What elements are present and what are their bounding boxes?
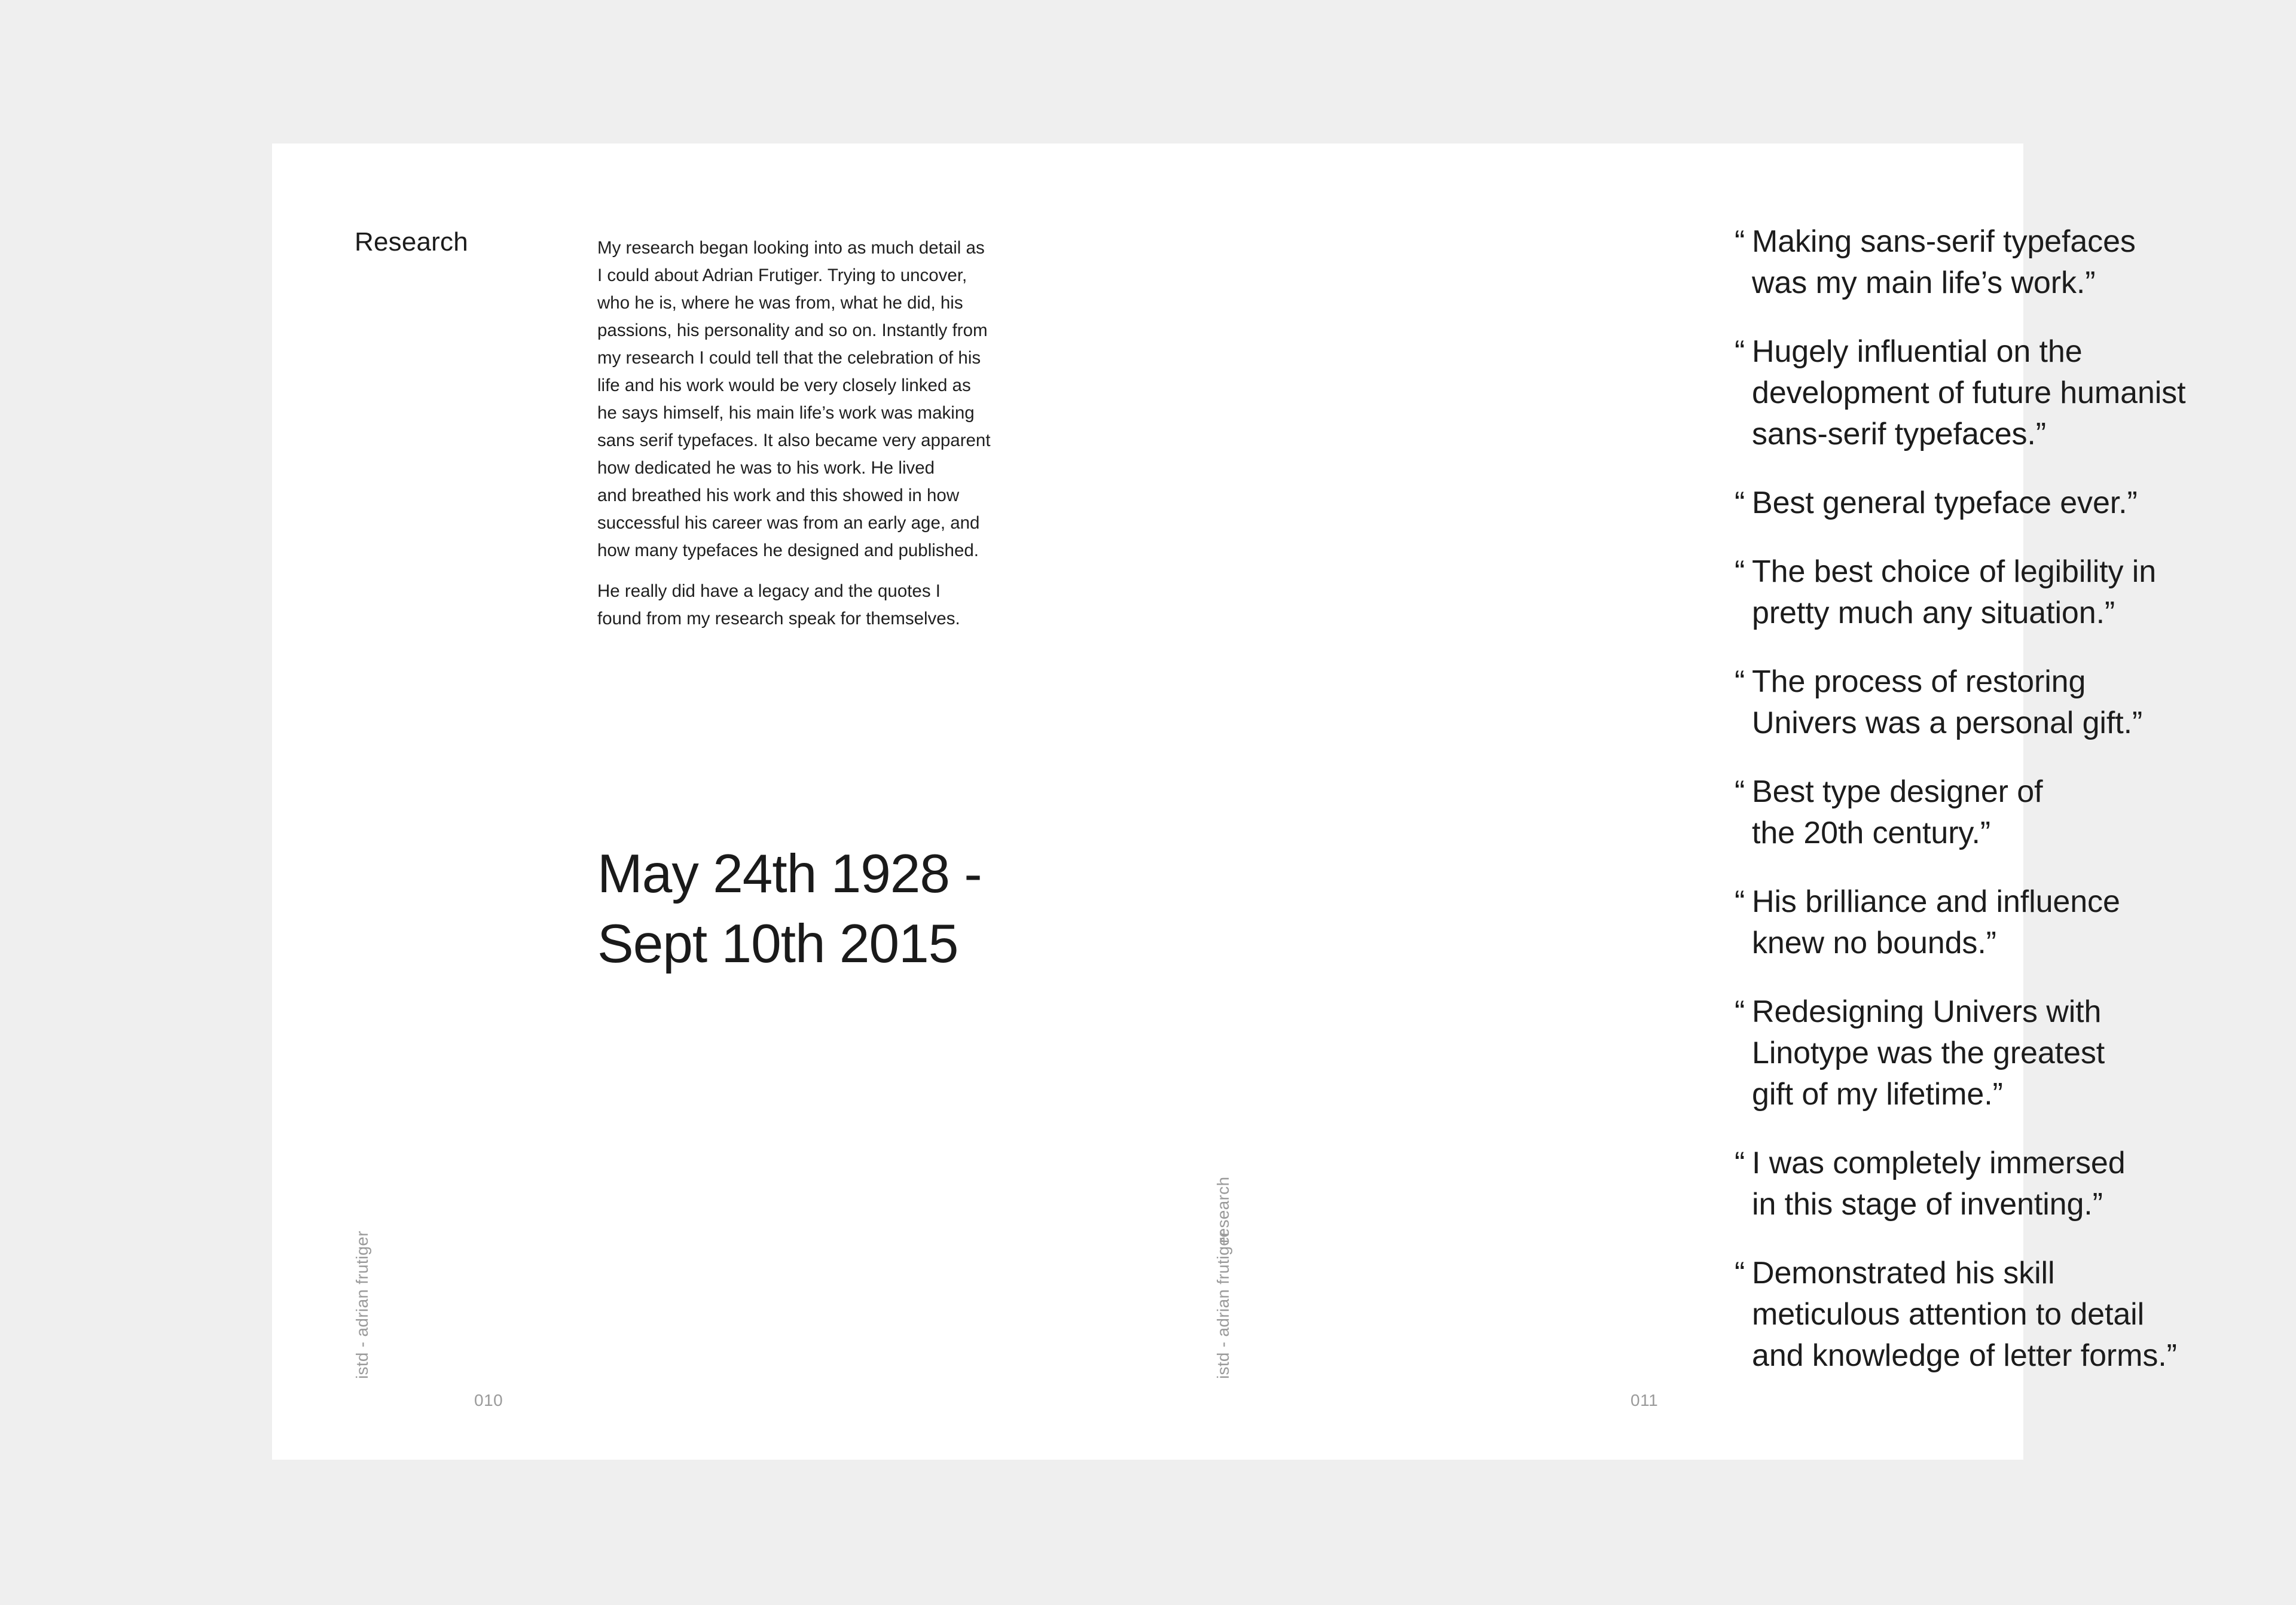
- body-line: who he is, where he was from, what he did, his: [597, 293, 963, 313]
- quote-line: Making sans-serif typefaces: [1752, 224, 2136, 259]
- quote-line: knew no bounds.”: [1752, 926, 1996, 960]
- quote-line: pretty much any situation.”: [1752, 596, 2115, 630]
- quote-line: meticulous attention to detail: [1752, 1297, 2145, 1332]
- quote: [1735, 991, 2243, 1115]
- open-quote-mark: “: [1735, 1146, 1745, 1180]
- quote: [1735, 661, 2243, 744]
- quote: [1735, 331, 2243, 455]
- body-line: how many typefaces he designed and published.: [597, 541, 979, 560]
- quote: [1735, 551, 2243, 634]
- body-line: he says himself, his main life’s work was making: [597, 403, 975, 423]
- quote-line: The process of restoring: [1752, 664, 2086, 699]
- page-number: 011: [1631, 1391, 1659, 1409]
- running-footer-label: istd - adrian frutiger: [1214, 1231, 1232, 1379]
- quote-line: sans-serif typefaces.”: [1752, 417, 2046, 451]
- death-date: Sept 10th 2015: [597, 914, 958, 974]
- quote-line: and knowledge of letter forms.”: [1752, 1338, 2177, 1373]
- open-quote-mark: “: [1735, 994, 1745, 1029]
- open-quote-mark: “: [1735, 554, 1745, 589]
- birth-date: May 24th 1928 -: [597, 844, 982, 904]
- quote-line: Hugely influential on the: [1752, 334, 2083, 369]
- quote-line: in this stage of inventing.”: [1752, 1187, 2103, 1222]
- quote-line: Univers was a personal gift.”: [1752, 706, 2143, 740]
- body-line: sans serif typefaces. It also became very apparent: [597, 431, 991, 450]
- open-quote-mark: “: [1735, 224, 1745, 259]
- open-quote-mark: “: [1735, 664, 1745, 699]
- quote: [1735, 483, 2243, 524]
- quote-list: [1735, 221, 2243, 1404]
- quote-line: The best choice of legibility in: [1752, 554, 2157, 589]
- body-line: successful his career was from an early age, and: [597, 513, 980, 533]
- quote-line: the 20th century.”: [1752, 816, 1991, 850]
- quote-line: Redesigning Univers with: [1752, 994, 2102, 1029]
- body-paragraph: [597, 234, 1040, 565]
- quote: [1735, 881, 2243, 964]
- body-line: found from my research speak for themselves.: [597, 609, 960, 628]
- open-quote-mark: “: [1735, 884, 1745, 919]
- quote-line: was my main life’s work.”: [1752, 266, 2096, 300]
- quote-line: development of future humanist: [1752, 376, 2186, 410]
- body-copy: [597, 234, 1040, 646]
- quote: [1735, 221, 2243, 304]
- open-quote-mark: “: [1735, 486, 1745, 520]
- open-quote-mark: “: [1735, 334, 1745, 369]
- quote-line: Demonstrated his skill: [1752, 1256, 2055, 1290]
- body-line: He really did have a legacy and the quotes I: [597, 581, 941, 601]
- quote: [1735, 1253, 2243, 1377]
- body-line: how dedicated he was to his work. He lived: [597, 458, 935, 478]
- left-page: [272, 144, 1147, 1460]
- running-section-label: research: [1214, 1176, 1232, 1243]
- running-footer-label: istd - adrian frutiger: [353, 1231, 371, 1379]
- quote: [1735, 771, 2243, 854]
- body-line: my research I could tell that the celebration of his: [597, 348, 981, 368]
- quote-line: Linotype was the greatest: [1752, 1036, 2105, 1070]
- quote-line: gift of my lifetime.”: [1752, 1077, 2003, 1112]
- body-line: My research began looking into as much detail as: [597, 238, 985, 258]
- body-line: passions, his personality and so on. Instantly from: [597, 321, 988, 340]
- body-paragraph: [597, 578, 1040, 633]
- quote-line: Best general typeface ever.”: [1752, 486, 2138, 520]
- section-title: Research: [355, 227, 468, 257]
- quote-line: His brilliance and influence: [1752, 884, 2120, 919]
- page-number: 010: [474, 1391, 503, 1409]
- quote-line: I was completely immersed: [1752, 1146, 2126, 1180]
- life-dates: [597, 839, 1076, 979]
- quote: [1735, 1143, 2243, 1225]
- open-quote-mark: “: [1735, 1256, 1745, 1290]
- right-page: [1148, 144, 2186, 1460]
- body-line: life and his work would be very closely linked as: [597, 376, 971, 395]
- quote-line: Best type designer of: [1752, 774, 2043, 809]
- open-quote-mark: “: [1735, 774, 1745, 809]
- book-spread: [272, 144, 2186, 1460]
- body-line: and breathed his work and this showed in how: [597, 486, 960, 505]
- body-line: I could about Adrian Frutiger. Trying to uncover,: [597, 266, 967, 285]
